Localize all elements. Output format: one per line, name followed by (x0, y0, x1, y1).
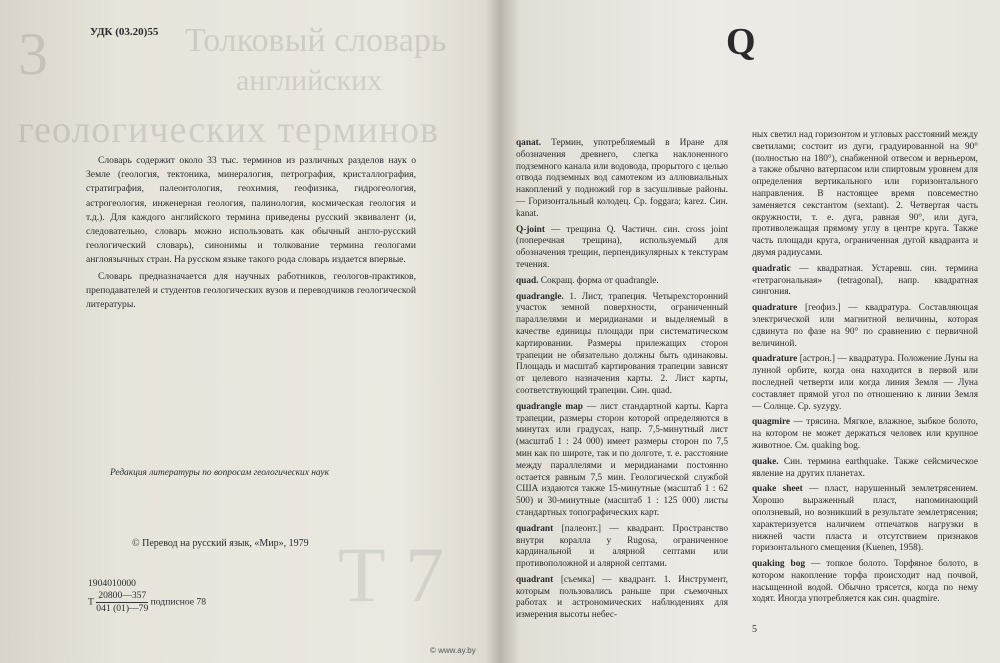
entry-headword: quake. (752, 456, 779, 467)
entry-definition: — трещина Q. Частичн. син. cross joint (поперечная трещина), используемый для обозначения трещин, перпендикулярных к текстурам течения. (516, 224, 728, 270)
entry-headword: quake sheet (752, 484, 803, 495)
dictionary-entry (516, 225, 728, 272)
bleed-through-number: 3 (18, 21, 48, 87)
pub-code-fraction (96, 590, 148, 615)
entry-definition: [геофиз.] — квадратура. Составляющая электрической или магнитной величины, которая сдвинута по фазе на 90° по сравнению с первичной величиной. (752, 303, 978, 349)
entry-headword: qanat. (516, 138, 542, 148)
page-number: 5 (752, 624, 757, 635)
bleed-through-subtitle: английских (236, 64, 383, 97)
udk-code: УДК (03.20)55 (90, 26, 159, 38)
entry-headword: quaking bog (752, 559, 805, 570)
entry-definition: [съемка] — квадрант. 1. Инструмент, которым пользовались раньше при съемочных работах и астрономических наблюдениях для измерения высоты небес- (516, 574, 728, 621)
entry-definition: Сокращ. форма от quadrangle. (538, 275, 659, 286)
bleed-through-subheading: геологических терминов (18, 109, 439, 151)
dictionary-entry (516, 292, 728, 398)
entry-definition: Син. термина earthquake. Также сейсмическое явление на других планетах. (752, 456, 978, 479)
pub-code-numerator: 20800—357 (98, 590, 147, 601)
dictionary-entry (752, 417, 978, 452)
dictionary-entry (752, 484, 978, 555)
dictionary-entry (752, 354, 978, 413)
entry-definition: — квадратная. Устаревш. син. термина «тетрагональная» (tetragonal), напр. квадратная сингония. (752, 263, 978, 298)
section-letter: Q (726, 21, 756, 63)
entry-headword: quadrature (752, 303, 798, 314)
abstract-paragraph: Словарь предназначается для научных работников, геологов-практиков, преподавателей и студентов геологических вузов и переводчиков геологической литературы. (86, 270, 416, 311)
entry-headword: quadrant (516, 523, 554, 534)
pub-code-prefix: Т (88, 596, 94, 608)
entry-headword: Q-joint (516, 224, 545, 235)
editorial-note: Редакция литературы по вопросам геологических наук (110, 468, 329, 478)
abstract (86, 154, 416, 314)
entry-headword: quad. (516, 275, 539, 286)
dictionary-entry (516, 575, 728, 622)
entry-headword: quadratic (752, 263, 791, 274)
dictionary-column-1 (516, 138, 728, 626)
dictionary-entry (516, 402, 728, 520)
entry-headword: quagmire (752, 417, 791, 428)
dictionary-entry (752, 303, 978, 350)
entry-headword: quadrant (516, 574, 554, 585)
entry-definition: — пласт, нарушенный землетрясением. Хорошо выраженный пласт, напоминающий оползневый, но возникший в результате землетрясения; характеризуется наличием отпечатков нагрузки в нижней части пласта и отсутствием признаков горизонтального смещения (Kuenen, 1958). (752, 484, 978, 554)
left-page (0, 0, 492, 663)
dictionary-entry (516, 276, 728, 288)
dictionary-column-2 (752, 130, 978, 610)
entry-definition: [астрон.] — квадратура. Положение Луны на лунной орбите, когда она находится в первой или последней четверти или когда линия Земля — Луна составляет прямой угол по отношению к линии Земля — Солнце. Ср. syzygy. (752, 354, 978, 412)
abstract-paragraph: Словарь содержит около 33 тыс. терминов из различных разделов наук о Земле (геология, тектоника, минералогия, петрография, кристаллография, стратиграфия, палеонтология, геохимия, геофизика, гидрогеология, астрогеология, инженерная геология, палинология, космическая геология и т.д.). Для каждого английского термина приведены русский эквивалент (и, следовательно, словарь можно использовать как обычный англо-русский геологический словарь), синонимы и толкование термина геологами англоязычных стран. На русском языке такого рода словарь издается впервые. (86, 155, 416, 266)
entry-definition: Термин, употребляемый в Иране для обозначения древнего, слегка наклоненного подземного канала или водовода, прорытого с целью отвода подземных вод самотеком из аллювиальных накоплений у подножий гор в засушливые районы. — Горизонтальный колодец. Ср. foggara; karez. Син. kanat. (516, 138, 728, 219)
entry-definition: 1. Лист, трапеция. Четырехсторонний участок земной поверхности, ограниченный параллелями и меридианами и выделяемый в качестве единицы площади при систематическом картировании. Размеры прилежащих сторон трапеции не обязательно должны быть одинаковы. Площадь и масштаб картирования трапеции зависят от целевого назначения карты. 2. Лист карты, соответствующий трапеции. Син. quad. (516, 291, 728, 396)
entry-headword: quadrangle. (516, 291, 564, 302)
dictionary-entry (516, 524, 728, 571)
publication-code (88, 578, 206, 615)
dictionary-entry (752, 457, 978, 481)
entry-definition: [палеонт.] — квадрант. Пространство внутри коралла у Rugosa, ограниченное кардинальной и алярной септами или противоположной и алярной септами. (516, 523, 728, 570)
entry-definition: — лист стандартной карты. Карта трапеции, размеры сторон которой определяются в минутах или градусах, напр. 7,5-минутный лист (масштаб 1 : 24 000) имеет размеры сторон по 7,5 мин как по широте, так и по долготе, т. е. расстояние между параллелями и меридианами постоянно остается равным 7,5 мин. Геологической службой США издаются также 15-минутные (масштаб 1 : 62 500) и 30-минутные (масштаб 1 : 125 000) листы стандартных топографических карт. (516, 401, 728, 518)
dictionary-entry (752, 264, 978, 299)
entry-definition: — топкое болото. Торфяное болото, в котором накопление торфа происходит над почвой, насыщенной водой. Обычно трясется, когда по нему ходят. Иногда употребляется как син. quagmire. (752, 559, 978, 605)
pub-code-denominator: 041 (01)—79 (96, 603, 149, 614)
watermark: © www.ay.by (430, 646, 476, 655)
entry-headword: quadrangle map (516, 401, 583, 412)
pub-code-line1: 1904010000 (88, 578, 136, 589)
right-page (500, 0, 1000, 663)
bleed-through-large-letters: Т 7 (338, 531, 445, 618)
entry-headword: quadrature (752, 354, 798, 365)
pub-code-suffix: подписное 78 (150, 596, 207, 608)
dictionary-entry (516, 138, 728, 221)
copyright-line: © Перевод на русский язык, «Мир», 1979 (132, 538, 309, 549)
entry-definition: ных светил над горизонтом и угловых расстояний между светилами; состоит из дуги, градуированной на 90° (полностью на 180°), снабженной отвесом и верньером, а также обычно ватерпасом или спиртовым уровнем для определения вертикального или горизонтального направления. В настоящее время повсеместно заменяется секстантом (sextant). 2. Четвертая часть окружности, т. е. дуга, равная 90°, или дуга, противолежащая прямому углу в центре круга. Также часть площади круга, ограниченная дугой квадранта и двумя радиусами. (752, 130, 978, 258)
entry-definition: — трясина. Мягкое, влажное, зыбкое болото, на котором не может держаться человек или крупное животное. См. quaking bog. (752, 417, 978, 451)
dictionary-entry (752, 559, 978, 606)
bleed-through-title: Толковый словарь (185, 22, 447, 59)
dictionary-entry-continued (752, 130, 978, 260)
